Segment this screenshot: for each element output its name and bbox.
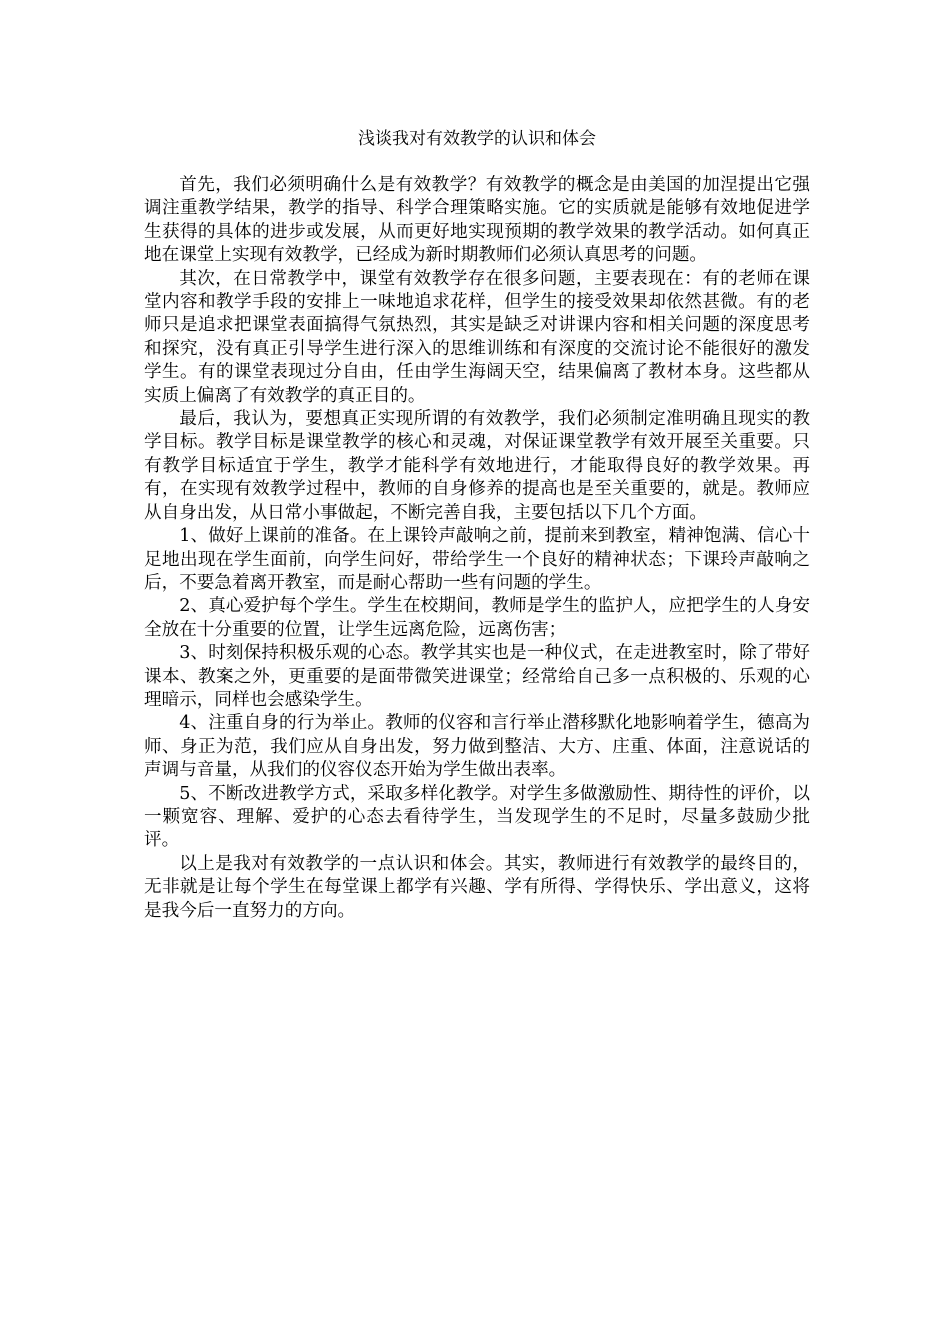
list-item-4: 4、注重自身的行为举止。教师的仪容和言行举止潜移默化地影响着学生，德高为师、身正为范，我们应从自身出发，努力做到整洁、大方、庄重、体面，注意说话的声调与音量，从我们的仪容仪态开始为学生做出表率。 xyxy=(144,713,810,781)
paragraph-intro: 首先，我们必须明确什么是有效教学？有效教学的概念是由美国的加涅提出它强调注重教学结果，教学的指导、科学合理策略实施。它的实质就是能够有效地促进学生获得的具体的进步或发展，从而更好地实现预期的教学效果的教学活动。如何真正地在课堂上实现有效教学，已经成为新时期教师们必须认真思考的问题。 xyxy=(144,175,810,266)
document-page xyxy=(144,0,810,1344)
document-title: 浅谈我对有效教学的认识和体会 xyxy=(358,129,596,149)
paragraph-problems: 其次，在日常教学中，课堂有效教学存在很多问题，主要表现在：有的老师在课堂内容和教学手段的安排上一味地追求花样，但学生的接受效果却依然甚微。有的老师只是追求把课堂表面搞得气氛热烈，其实是缺乏对讲课内容和相关问题的深度思考和探究，没有真正引导学生进行深入的思维训练和有深度的交流讨论不能很好的激发学生。有的课堂表现过分自由，任由学生海阔天空，结果偏离了教材本身。这些都从实质上偏离了有效教学的真正目的。 xyxy=(144,268,810,406)
list-item-5: 5、不断改进教学方式，采取多样化教学。对学生多做激励性、期待性的评价，以一颗宽容、理解、爱护的心态去看待学生，当发现学生的不足时，尽量多鼓励少批评。 xyxy=(144,783,810,851)
paragraph-conclusion-goals: 最后，我认为，要想真正实现所谓的有效教学，我们必须制定准明确且现实的教学目标。教学目标是课堂教学的核心和灵魂，对保证课堂教学有效开展至关重要。只有教学目标适宜于学生，教学才能科学有效地进行，才能取得良好的教学效果。再有，在实现有效教学过程中，教师的自身修养的提高也是至关重要的，就是。教师应从自身出发，从日常小事做起，不断完善自我，主要包括以下几个方面。 xyxy=(144,409,810,523)
document-body xyxy=(144,174,810,923)
list-item-2: 2、真心爱护每个学生。学生在校期间，教师是学生的监护人，应把学生的人身安全放在十分重要的位置，让学生远离危险，远离伤害； xyxy=(144,596,810,640)
list-item-3: 3、时刻保持积极乐观的心态。教学其实也是一种仪式，在走进教室时，除了带好课本、教案之外，更重要的是面带微笑进课堂；经常给自己多一点积极的、乐观的心理暗示，同样也会感染学生。 xyxy=(144,643,810,710)
list-item-1: 1、做好上课前的准备。在上课铃声敲响之前，提前来到教室，精神饱满、信心十足地出现在学生面前，向学生问好，带给学生一个良好的精神状态；下课玲声敲响之后，不要急着离开教室，而是耐心帮助一些有问题的学生。 xyxy=(144,526,810,593)
paragraph-summary: 以上是我对有效教学的一点认识和体会。其实，教师进行有效教学的最终目的，无非就是让每个学生在每堂课上都学有兴趣、学有所得、学得快乐、学出意义，这将是我今后一直努力的方向。 xyxy=(144,853,810,921)
